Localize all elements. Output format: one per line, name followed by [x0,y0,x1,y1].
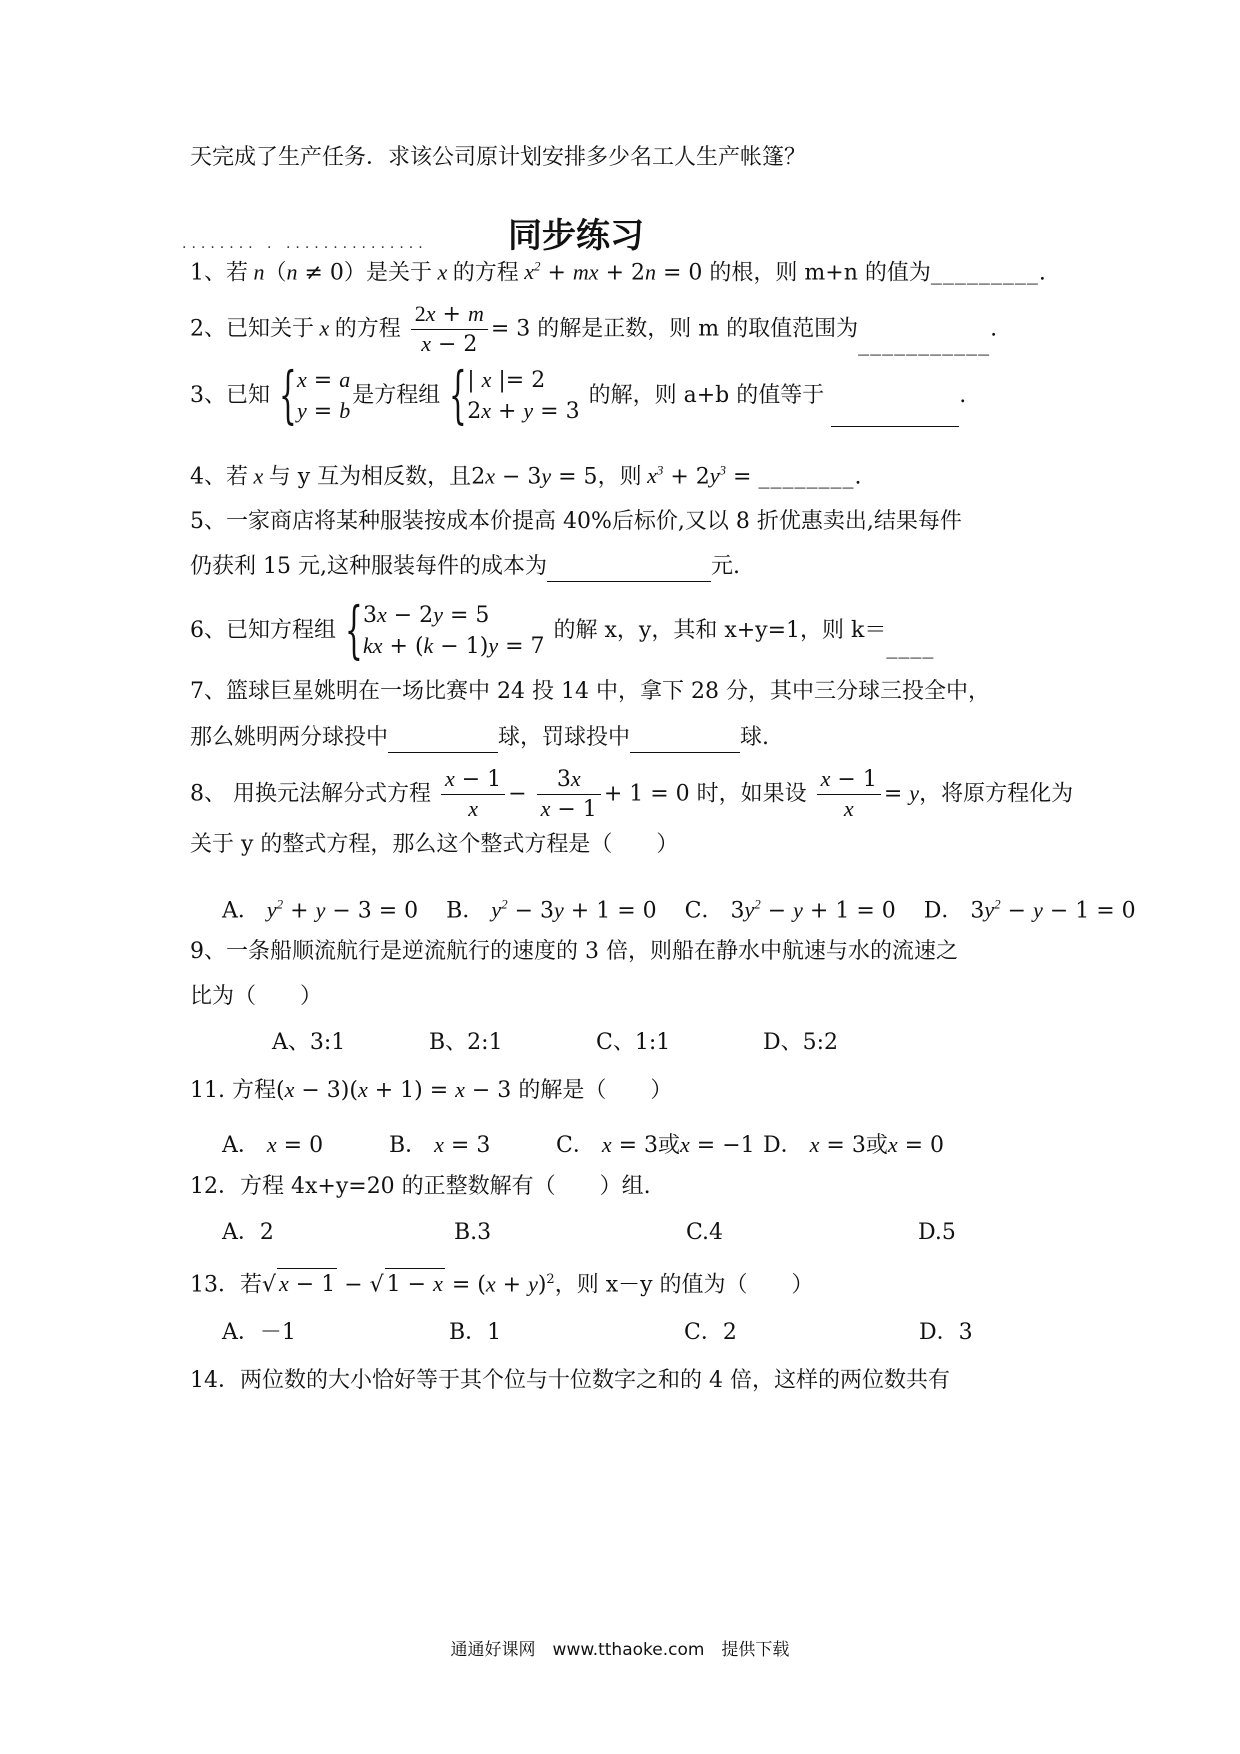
question-7-line-1: 7、篮球巨星姚明在一场比赛中 24 投 14 中，拿下 28 分，其中三分球三投全中， [190,679,990,704]
question-13-options [222,1318,973,1348]
question-6: 6、已知方程组 { 3x − 2y = 5 kx + (k − 1)y = 7 的解 x，y，其和 x+y=1，则 k＝____ [190,593,935,666]
question-9-line-1: 9、一条船顺流航行是逆流航行的速度的 3 倍，则船在静水中航速与水的流速之 [190,939,958,964]
option-d[interactable]: D、5:2 [763,1030,839,1055]
option-b[interactable]: B、2:1 [429,1030,503,1055]
question-7-line-2: 那么姚明两分球投中 球，罚球投中 球. [190,723,769,753]
option-a[interactable]: A、3:1 [272,1030,346,1055]
option-c[interactable]: C． $3y^2 - y + 1 = 0$ [684,897,896,924]
question-5-line-2: 仍获利 15 元,这种服装每件的成本为 元. [190,552,740,582]
question-9-line-2: 比为（ ） [190,984,323,1009]
question-5-line-1: 5、一家商店将某种服装按成本价提高 40%后标价,又以 8 折优惠卖出,结果每件 [190,509,962,534]
option-b[interactable]: B.3 [454,1220,492,1245]
question-1: 1、若 n（n ≠ 0）是关于 x 的方程 $x^2$ + mx + 2n = 0 的根，则 m+n 的值为_________. [190,259,1046,286]
section-leader-dots: ........ . ............... [182,236,428,252]
page-footer: 通通好课网 www.tthaoke.com 提供下载 [450,1640,790,1660]
option-d[interactable]: D．3 [919,1320,973,1345]
question-9-options [272,1028,838,1058]
question-12-options [222,1218,956,1248]
question-8-options [222,890,1136,926]
question-13: 13．若√ x − 1 − √ $1 - x = (x + y)^2$，则 x－y 的值为（ ） [190,1265,814,1300]
option-d[interactable]: D． $3y^2 - y - 1 = 0$ [923,897,1136,924]
question-4: 4、若 x 与 y 互为相反数，且2x − 3y = 5，则 $x^3 + 2y^3$ = ________. [190,463,862,490]
option-d[interactable]: D． x = 3或x = 0 [763,1132,945,1158]
intro-line: 天完成了生产任务．求该公司原计划安排多少名工人生产帐篷？ [190,145,807,170]
option-a[interactable]: A．2 [222,1220,274,1245]
option-c[interactable]: C.4 [686,1220,724,1245]
option-a[interactable]: A． $y^2 + y - 3 = 0$ [222,897,419,924]
option-d[interactable]: D.5 [918,1220,956,1245]
option-c[interactable]: C． x = 3或x = −1 [556,1132,755,1158]
question-14: 14．两位数的大小恰好等于其个位与十位数字之和的 4 倍，这样的两位数共有 [190,1368,950,1393]
question-11-options [222,1130,944,1161]
question-12: 12．方程 4x+y=20 的正整数解有（ ）组. [190,1174,651,1199]
question-8: 8、 用换元法解分式方程 $\frac{x - 1}{x}$ − $\frac{3x}{x - 1}$ + 1 = 0 时，如果设 $\frac{x - 1}{x}$ = y，将原方程化为 [190,766,1074,822]
option-b[interactable]: B．1 [449,1320,502,1345]
question-3: 3、已知 { x = a y = b 是方程组 { | x |= 2 2x + y = 3 的解，则 a+b 的值等于 . [190,358,967,431]
option-a[interactable]: A．－1 [222,1320,296,1345]
option-b[interactable]: B． $y^2 - 3y + 1 = 0$ [446,897,657,924]
section-title: 同步练习 [508,216,644,256]
option-c[interactable]: C．2 [684,1320,737,1345]
question-11: 11. 方程(x − 3)(x + 1) = x − 3 的解是（ ） [190,1077,673,1103]
option-a[interactable]: A． x = 0 [222,1132,324,1158]
question-8-line-2: 关于 y 的整式方程，那么这个整式方程是（ ） [190,832,679,857]
question-2: 2、已知关于 x 的方程 $\frac{2x + m}{x - 2}$ = 3 的解是正数，则 m 的取值范围为___________. [190,301,998,357]
option-c[interactable]: C、1:1 [596,1030,671,1055]
option-b[interactable]: B． x = 3 [389,1132,491,1158]
